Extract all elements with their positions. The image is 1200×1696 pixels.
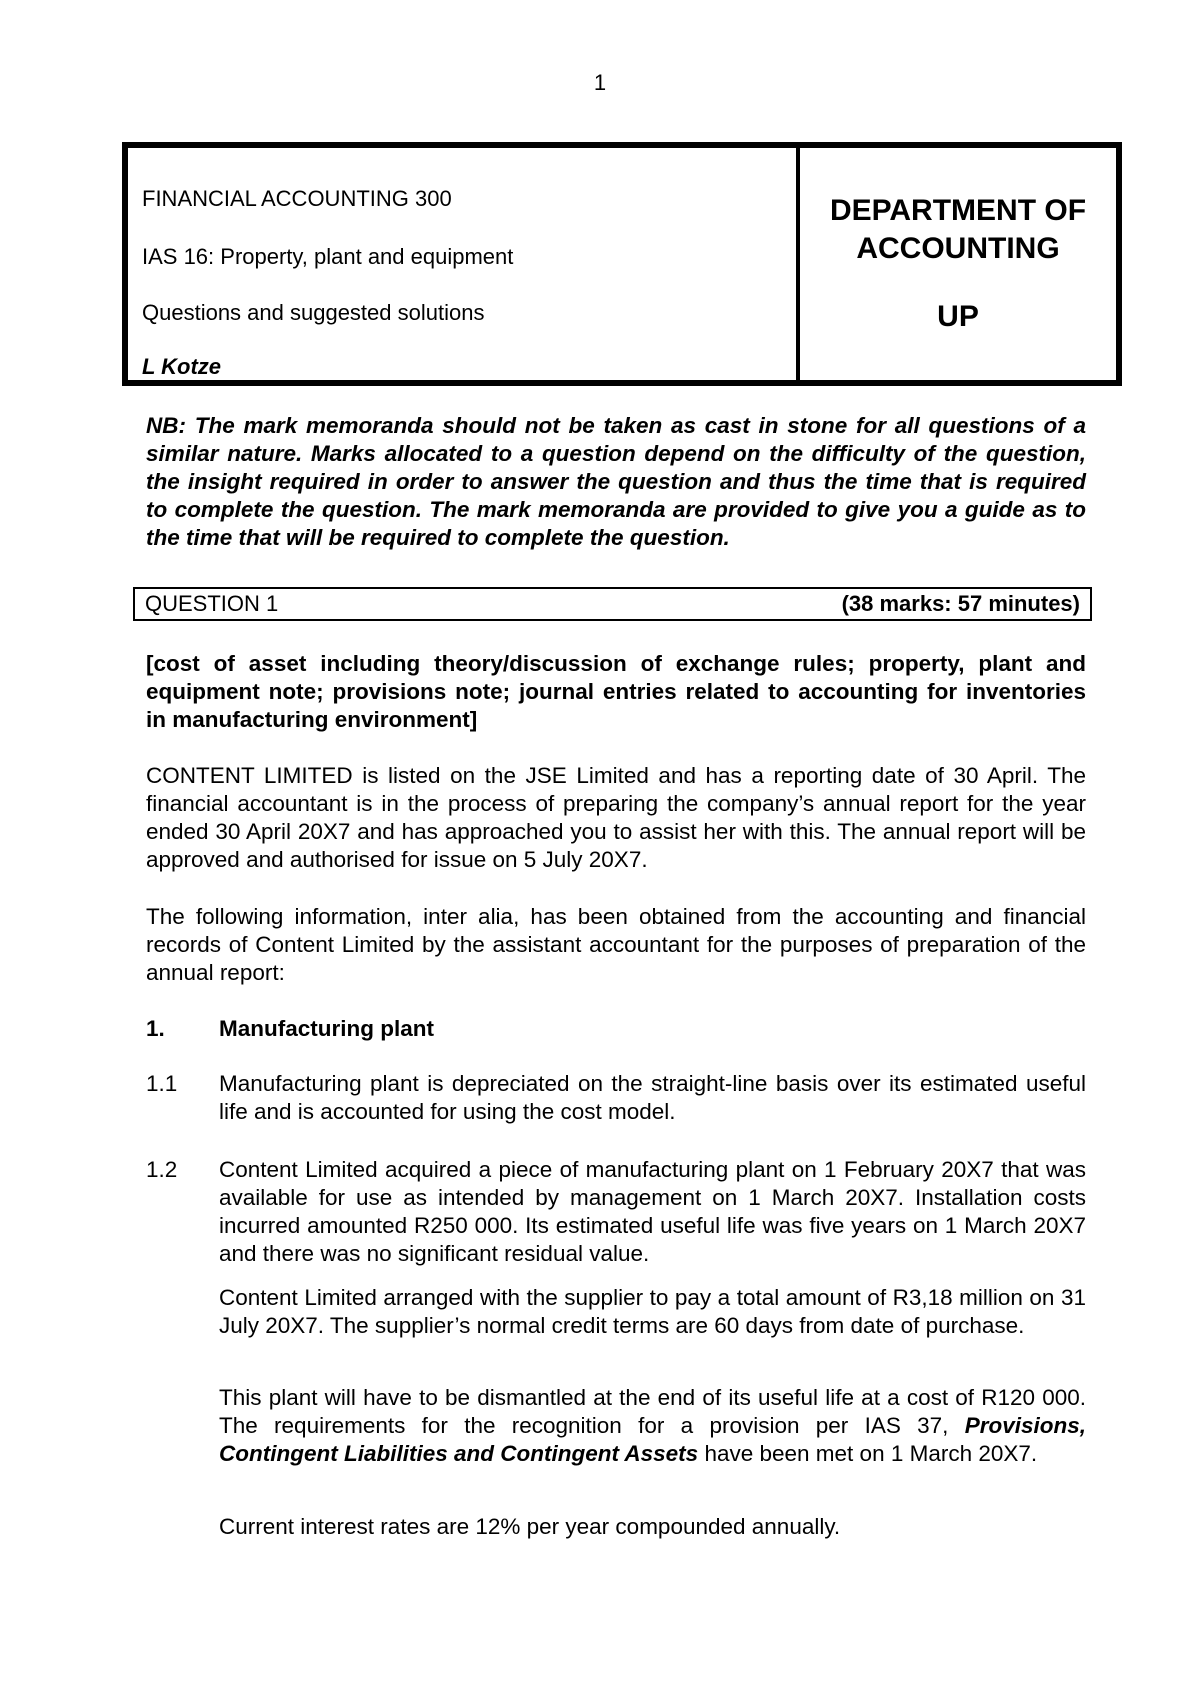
question-header-bar xyxy=(133,587,1092,621)
dismantle-text-a: This plant will have to be dismantled at the end of its useful life at a cost of R120 000. The requirements for the recognition for a provision per IAS 37, xyxy=(219,1385,1086,1438)
standard-title: Provisions, Contingent Liabilities and Contingent Assets xyxy=(219,1413,1086,1466)
intro-paragraph: CONTENT LIMITED is listed on the JSE Limited and has a reporting date of 30 April. The financial accountant is in the process of preparing the company’s annual report for the year ended 30 April 20X7 and has approached you to assist her with this. The annual report will be approved and authorised for issue on 5 July 20X7. xyxy=(146,763,1086,872)
question-title: QUESTION 1 xyxy=(145,591,279,616)
department-line-1: DEPARTMENT OF xyxy=(829,194,1087,227)
item-number: 1.2 xyxy=(146,1157,178,1182)
dismantle-paragraph xyxy=(219,1384,1086,1468)
header-left-cell xyxy=(128,148,800,380)
list-item-1-1 xyxy=(146,1070,1086,1126)
topic-title: IAS 16: Property, plant and equipment xyxy=(142,244,514,269)
item-number: 1.1 xyxy=(146,1071,178,1096)
list-item-1-2 xyxy=(146,1156,1086,1268)
section-title: Manufacturing plant xyxy=(219,1016,434,1041)
info-paragraph: The following information, inter alia, has been obtained from the accounting and financial records of Content Limited by the assistant accountant for the purposes of preparation of the annual report: xyxy=(146,904,1086,985)
section-heading xyxy=(146,1016,434,1042)
department-line-2: ACCOUNTING xyxy=(856,232,1060,265)
section-number: 1. xyxy=(146,1016,165,1041)
institution-name: UP xyxy=(937,300,979,333)
interest-paragraph: Current interest rates are 12% per year compounded annually. xyxy=(219,1514,841,1539)
question-scope: [cost of asset including theory/discussion of exchange rules; property, plant and equipment note; provisions note; journal entries related to accounting for inventories in manufacturing environment] xyxy=(146,651,1086,732)
question-marks: (38 marks: 57 minutes) xyxy=(841,591,1080,616)
dismantle-text-b: have been met on 1 March 20X7. xyxy=(704,1441,1038,1466)
document-subtitle: Questions and suggested solutions xyxy=(142,300,485,325)
nb-note: NB: The mark memoranda should not be taken as cast in stone for all questions of a similar nature. Marks allocated to a question depend on the difficulty of the question, the insight required in order to answer the question and thus the time that is required to complete the question. The mark memoranda are provided to give you a guide as to the time that will be required to complete the question. xyxy=(146,413,1086,550)
course-title: FINANCIAL ACCOUNTING 300 xyxy=(142,186,452,211)
page-number: 1 xyxy=(593,70,607,95)
item-text: Content Limited acquired a piece of manufacturing plant on 1 February 20X7 that was available for use as intended by management on 1 March 20X7. Installation costs incurred amounted R250 000. Its estimated useful life was five years on 1 March 20X7 and there was no significant residual value. xyxy=(219,1157,1086,1266)
supplier-paragraph: Content Limited arranged with the supplier to pay a total amount of R3,18 million on 31 July 20X7. The supplier’s normal credit terms are 60 days from date of purchase. xyxy=(219,1285,1086,1338)
author-name: L Kotze xyxy=(142,354,222,379)
item-text: Manufacturing plant is depreciated on the straight-line basis over its estimated useful life and is accounted for using the cost model. xyxy=(219,1071,1086,1124)
header-box xyxy=(122,142,1122,386)
department-name xyxy=(800,192,1116,268)
header-right-cell xyxy=(800,148,1116,380)
